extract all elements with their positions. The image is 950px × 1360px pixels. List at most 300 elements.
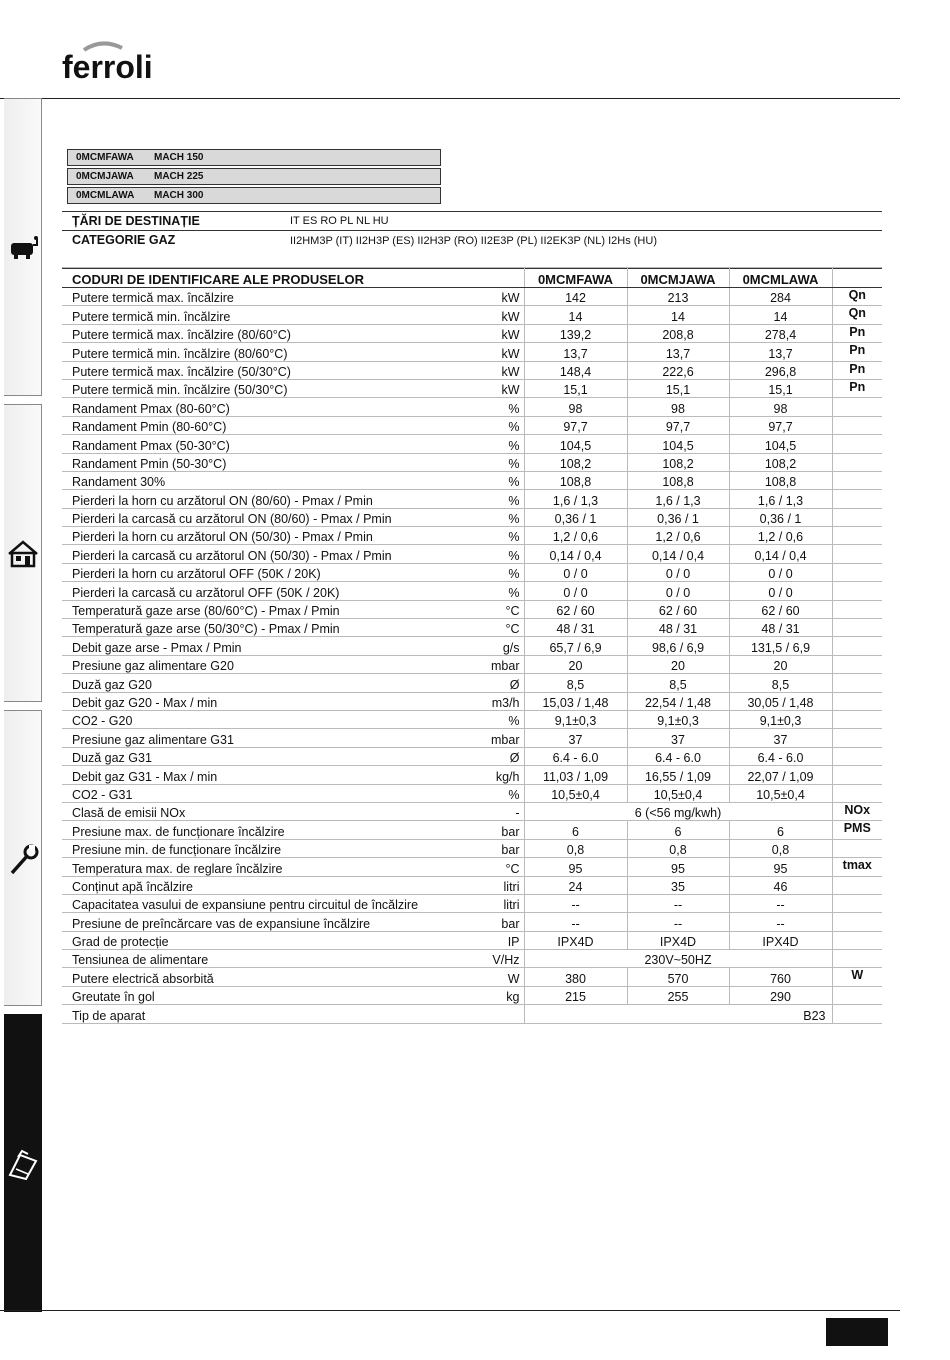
spec-label: Debit gaze arse - Pmax / Pmin: [62, 637, 462, 655]
spec-value-col2: 570: [627, 968, 729, 986]
spec-unit: %: [462, 784, 524, 802]
spec-symbol: Pn: [832, 324, 882, 342]
spec-value-col3: 15,1: [729, 379, 832, 397]
spec-row: [62, 655, 882, 673]
spec-unit: Ø: [462, 747, 524, 765]
spec-symbol: [832, 453, 882, 471]
spec-row: [62, 710, 882, 728]
spec-value-col1: 13,7: [524, 343, 627, 361]
spec-value-col1: 6: [524, 821, 627, 839]
spec-value-col1: 380: [524, 968, 627, 986]
spec-label: Putere termică min. încălzire (50/30°C): [62, 379, 462, 397]
spec-label: Putere termică max. încălzire: [62, 288, 462, 306]
spec-row: [62, 398, 882, 416]
spec-value-col3: 0 / 0: [729, 582, 832, 600]
spec-value-col1: 20: [524, 655, 627, 673]
model-name: MACH 300: [154, 190, 204, 201]
spec-label: Clasă de emisii NOx: [62, 802, 462, 820]
spec-value-col1: 65,7 / 6,9: [524, 637, 627, 655]
spec-value-col2: 0 / 0: [627, 582, 729, 600]
spec-value-col1: 8,5: [524, 674, 627, 692]
spec-unit: %: [462, 453, 524, 471]
spec-value-col1: 1,2 / 0,6: [524, 527, 627, 545]
spec-symbol: [832, 747, 882, 765]
spec-value-col2: 0,8: [627, 839, 729, 857]
spec-symbol: [832, 637, 882, 655]
spec-unit: °C: [462, 619, 524, 637]
spec-unit: [462, 1005, 524, 1023]
spec-label: Pierderi la carcasă cu arzătorul ON (80/60) - Pmax / Pmin: [62, 508, 462, 526]
gas-category-row: [62, 230, 882, 268]
spec-value-col1: 108,2: [524, 453, 627, 471]
spec-value-col1: 15,1: [524, 379, 627, 397]
spec-value-col2: 222,6: [627, 361, 729, 379]
spec-unit: mbar: [462, 655, 524, 673]
spec-unit: g/s: [462, 637, 524, 655]
spec-value-col2: IPX4D: [627, 931, 729, 949]
spec-value-col3: 97,7: [729, 416, 832, 434]
spec-symbol: [832, 619, 882, 637]
spec-symbol: PMS: [832, 821, 882, 839]
spec-unit: kg/h: [462, 766, 524, 784]
spec-value-col2: 15,1: [627, 379, 729, 397]
spec-label: Grad de protecție: [62, 931, 462, 949]
countries-label: ȚĂRI DE DESTINAȚIE: [72, 214, 200, 228]
spec-symbol: [832, 416, 882, 434]
spec-value-col3: 278,4: [729, 324, 832, 342]
spec-label: Tip de aparat: [62, 1005, 462, 1023]
spec-value-col3: 22,07 / 1,09: [729, 766, 832, 784]
spec-symbol: [832, 655, 882, 673]
spec-row: [62, 784, 882, 802]
spec-symbol: [832, 490, 882, 508]
sidebar-tab-specifications[interactable]: [4, 1014, 42, 1312]
spec-row: [62, 563, 882, 581]
spec-symbol: W: [832, 968, 882, 986]
spec-label: Greutate în gol: [62, 986, 462, 1004]
header-symbol: [832, 269, 882, 288]
spec-row: [62, 637, 882, 655]
spec-value-col3: 1,6 / 1,3: [729, 490, 832, 508]
spec-unit: W: [462, 968, 524, 986]
spec-row: [62, 527, 882, 545]
spec-row: [62, 471, 882, 489]
spec-value-col2: 108,2: [627, 453, 729, 471]
spec-row: [62, 950, 882, 968]
spec-row: [62, 913, 882, 931]
header-col3: 0MCMLAWA: [729, 269, 832, 288]
spec-row: [62, 435, 882, 453]
spec-value-col2: 98,6 / 6,9: [627, 637, 729, 655]
spec-value-col3: 13,7: [729, 343, 832, 361]
sidebar-tab-installation[interactable]: [4, 404, 42, 702]
spec-value-col3: 9,1±0,3: [729, 710, 832, 728]
spec-label: Debit gaz G20 - Max / min: [62, 692, 462, 710]
spec-value-col1: 15,03 / 1,48: [524, 692, 627, 710]
spec-table: [62, 268, 882, 1024]
spec-row: [62, 821, 882, 839]
clipboard-icon: [6, 1147, 40, 1181]
spec-unit: %: [462, 582, 524, 600]
model-list: [67, 149, 441, 206]
sidebar-tab-usage[interactable]: [4, 98, 42, 396]
spec-symbol: NOx: [832, 802, 882, 820]
spec-unit: bar: [462, 821, 524, 839]
spec-label: Randament Pmax (80-60°C): [62, 398, 462, 416]
spec-value-col2: 14: [627, 306, 729, 324]
spec-label: Conținut apă încălzire: [62, 876, 462, 894]
destination-countries-row: [62, 211, 882, 230]
spec-unit: IP: [462, 931, 524, 949]
spec-label: Duză gaz G31: [62, 747, 462, 765]
spec-symbol: [832, 398, 882, 416]
spec-value-col2: 10,5±0,4: [627, 784, 729, 802]
spec-label: Presiune gaz alimentare G31: [62, 729, 462, 747]
spec-symbol: [832, 729, 882, 747]
spec-value-col3: 1,2 / 0,6: [729, 527, 832, 545]
sidebar-tab-service[interactable]: [4, 710, 42, 1006]
spec-symbol: [832, 527, 882, 545]
spec-symbol: [832, 766, 882, 784]
spec-value-col2: 9,1±0,3: [627, 710, 729, 728]
spec-label: Presiune max. de funcționare încălzire: [62, 821, 462, 839]
spec-value-col3: 108,8: [729, 471, 832, 489]
spec-value-col2: 62 / 60: [627, 600, 729, 618]
spec-label: Temperatură gaze arse (50/30°C) - Pmax / Pmin: [62, 619, 462, 637]
spec-header-row: [62, 269, 882, 288]
spec-row: [62, 858, 882, 876]
spec-value-col1: 10,5±0,4: [524, 784, 627, 802]
spec-value-col1: 139,2: [524, 324, 627, 342]
spec-label: Presiune de preîncărcare vas de expansiune încălzire: [62, 913, 462, 931]
spec-value-col1: 14: [524, 306, 627, 324]
spec-symbol: Qn: [832, 306, 882, 324]
spec-value-col2: 20: [627, 655, 729, 673]
spec-row: [62, 802, 882, 820]
spec-value-col3: 0,8: [729, 839, 832, 857]
spec-value-col3: 48 / 31: [729, 619, 832, 637]
spec-row: [62, 619, 882, 637]
model-row: [67, 149, 441, 166]
spec-value-col2: 0,36 / 1: [627, 508, 729, 526]
spec-value-col1: 11,03 / 1,09: [524, 766, 627, 784]
spec-unit: kW: [462, 379, 524, 397]
spec-value-col3: 30,05 / 1,48: [729, 692, 832, 710]
header-label: CODURI DE IDENTIFICARE ALE PRODUSELOR: [62, 269, 462, 288]
spec-value-col1: 95: [524, 858, 627, 876]
spec-symbol: [832, 471, 882, 489]
spec-symbol: [832, 545, 882, 563]
spec-value-col3: 20: [729, 655, 832, 673]
gas-category-value: II2HM3P (IT) II2H3P (ES) II2H3P (RO) II2E3P (PL) II2EK3P (NL) I2Hs (HU): [290, 235, 657, 247]
spec-value-col2: 108,8: [627, 471, 729, 489]
spec-label: Temperatura max. de reglare încălzire: [62, 858, 462, 876]
spec-symbol: [832, 1005, 882, 1023]
header-col2: 0MCMJAWA: [627, 269, 729, 288]
spec-value-col2: 213: [627, 288, 729, 306]
spec-unit: °C: [462, 600, 524, 618]
spec-unit: %: [462, 710, 524, 728]
spec-label: CO2 - G31: [62, 784, 462, 802]
spec-symbol: [832, 894, 882, 912]
spec-value-col1: 62 / 60: [524, 600, 627, 618]
spec-label: Pierderi la carcasă cu arzătorul ON (50/30) - Pmax / Pmin: [62, 545, 462, 563]
spec-label: Presiune gaz alimentare G20: [62, 655, 462, 673]
spec-symbol: [832, 876, 882, 894]
spec-symbol: [832, 950, 882, 968]
spec-value-col2: 255: [627, 986, 729, 1004]
brand-text: ferroli: [62, 49, 153, 85]
spec-value-col1: 108,8: [524, 471, 627, 489]
spec-unit: mbar: [462, 729, 524, 747]
spec-unit: %: [462, 398, 524, 416]
destination-block: [62, 211, 882, 268]
spec-value-col2: --: [627, 894, 729, 912]
spec-symbol: [832, 986, 882, 1004]
spec-label: Debit gaz G31 - Max / min: [62, 766, 462, 784]
spec-row: [62, 1005, 882, 1023]
spec-value-col3: --: [729, 894, 832, 912]
spec-row: [62, 894, 882, 912]
spec-symbol: Pn: [832, 379, 882, 397]
spec-unit: %: [462, 563, 524, 581]
spec-unit: %: [462, 435, 524, 453]
spec-value-col2: 0,14 / 0,4: [627, 545, 729, 563]
spec-row: [62, 674, 882, 692]
spec-value-col2: --: [627, 913, 729, 931]
spec-value-col2: 48 / 31: [627, 619, 729, 637]
spec-value-col1: 37: [524, 729, 627, 747]
spec-row: [62, 361, 882, 379]
spec-value-col3: 14: [729, 306, 832, 324]
spec-value-col1: 9,1±0,3: [524, 710, 627, 728]
spec-value-col1: 0,8: [524, 839, 627, 857]
spec-row: [62, 931, 882, 949]
spec-unit: -: [462, 802, 524, 820]
spec-symbol: [832, 582, 882, 600]
spec-value-all: 230V~50HZ: [524, 950, 832, 968]
spec-symbol: [832, 692, 882, 710]
spec-label: Randament Pmax (50-30°C): [62, 435, 462, 453]
spec-row: [62, 416, 882, 434]
spec-value-col2: 104,5: [627, 435, 729, 453]
spec-unit: litri: [462, 876, 524, 894]
spec-value-col1: 24: [524, 876, 627, 894]
spec-value-col1: 1,6 / 1,3: [524, 490, 627, 508]
spec-label: Pierderi la horn cu arzătorul ON (80/60) - Pmax / Pmin: [62, 490, 462, 508]
spec-value-col2: 0 / 0: [627, 563, 729, 581]
spec-unit: bar: [462, 839, 524, 857]
spec-label: Randament Pmin (80-60°C): [62, 416, 462, 434]
spec-row: [62, 839, 882, 857]
spec-value-col2: 8,5: [627, 674, 729, 692]
spec-label: Pierderi la horn cu arzătorul ON (50/30) - Pmax / Pmin: [62, 527, 462, 545]
spec-row: [62, 747, 882, 765]
spec-row: [62, 986, 882, 1004]
page-number-box: [826, 1318, 888, 1346]
spec-symbol: Qn: [832, 288, 882, 306]
spec-unit: kW: [462, 343, 524, 361]
spec-value-col1: 6.4 - 6.0: [524, 747, 627, 765]
spec-label: Presiune min. de funcționare încălzire: [62, 839, 462, 857]
spec-value-col3: 6.4 - 6.0: [729, 747, 832, 765]
spec-label: Randament 30%: [62, 471, 462, 489]
spec-row: [62, 582, 882, 600]
spec-value-col2: 13,7: [627, 343, 729, 361]
spec-value-col2: 1,6 / 1,3: [627, 490, 729, 508]
spec-label: Pierderi la horn cu arzătorul OFF (50K / 20K): [62, 563, 462, 581]
spec-symbol: Pn: [832, 361, 882, 379]
spec-value-col1: 0,14 / 0,4: [524, 545, 627, 563]
spec-symbol: [832, 674, 882, 692]
model-row: [67, 187, 441, 204]
spec-value-col1: --: [524, 894, 627, 912]
model-code: 0MCMJAWA: [76, 171, 134, 182]
model-name: MACH 225: [154, 171, 204, 182]
spec-value-col3: 131,5 / 6,9: [729, 637, 832, 655]
spec-row: [62, 766, 882, 784]
spec-label: Temperatură gaze arse (80/60°C) - Pmax / Pmin: [62, 600, 462, 618]
spec-value-col3: 0,14 / 0,4: [729, 545, 832, 563]
spec-unit: bar: [462, 913, 524, 931]
spec-value-col2: 95: [627, 858, 729, 876]
spec-row: [62, 379, 882, 397]
spec-value-col3: 296,8: [729, 361, 832, 379]
spec-value-col2: 35: [627, 876, 729, 894]
spec-value-col1: 104,5: [524, 435, 627, 453]
footer-rule: [0, 1310, 900, 1311]
wrench-icon: [6, 843, 40, 877]
spec-value-col2: 6: [627, 821, 729, 839]
spec-label: Putere termică min. încălzire (80/60°C): [62, 343, 462, 361]
spec-row: [62, 490, 882, 508]
spec-label: Tensiunea de alimentare: [62, 950, 462, 968]
ferroli-logo: [62, 40, 154, 91]
spec-unit: m3/h: [462, 692, 524, 710]
ferroli-logo-mark: [62, 40, 154, 86]
header-rule: [0, 98, 900, 99]
spec-unit: kW: [462, 361, 524, 379]
spec-symbol: [832, 784, 882, 802]
spec-value-col3: 284: [729, 288, 832, 306]
spec-value-col3: 108,2: [729, 453, 832, 471]
spec-symbol: tmax: [832, 858, 882, 876]
spec-value-col1: --: [524, 913, 627, 931]
spec-row: [62, 453, 882, 471]
spec-value-col2: 98: [627, 398, 729, 416]
spec-label: CO2 - G20: [62, 710, 462, 728]
spec-unit: kW: [462, 324, 524, 342]
spec-unit: °C: [462, 858, 524, 876]
house-icon: [6, 537, 40, 571]
spec-row: [62, 545, 882, 563]
spec-value-all: 6 (<56 mg/kwh): [524, 802, 832, 820]
spec-value-col2: 97,7: [627, 416, 729, 434]
spec-label: Randament Pmin (50-30°C): [62, 453, 462, 471]
spec-value-col3: 0 / 0: [729, 563, 832, 581]
spec-label: Putere electrică absorbită: [62, 968, 462, 986]
spec-row: [62, 306, 882, 324]
spec-row: [62, 729, 882, 747]
spec-row: [62, 324, 882, 342]
spec-value-col3: 104,5: [729, 435, 832, 453]
spec-value-col3: 37: [729, 729, 832, 747]
spec-symbol: [832, 435, 882, 453]
spec-value-col1: 0 / 0: [524, 563, 627, 581]
spec-unit: %: [462, 508, 524, 526]
countries-value: IT ES RO PL NL HU: [290, 215, 389, 227]
header-col1: 0MCMFAWA: [524, 269, 627, 288]
model-row: [67, 168, 441, 185]
spec-value-col2: 1,2 / 0,6: [627, 527, 729, 545]
spec-label: Putere termică min. încălzire: [62, 306, 462, 324]
section-sidebar: [4, 98, 42, 1312]
spec-value-col1: 98: [524, 398, 627, 416]
spec-unit: %: [462, 527, 524, 545]
spec-value-col1: 97,7: [524, 416, 627, 434]
spec-value-col3: 46: [729, 876, 832, 894]
spec-value-col3: --: [729, 913, 832, 931]
spec-value-col3: 10,5±0,4: [729, 784, 832, 802]
spec-label: Capacitatea vasului de expansiune pentru circuitul de încălzire: [62, 894, 462, 912]
spec-value-col3: 98: [729, 398, 832, 416]
spec-row: [62, 692, 882, 710]
spec-value-col2: 208,8: [627, 324, 729, 342]
spec-value-col2: 6.4 - 6.0: [627, 747, 729, 765]
spec-value-col1: 0 / 0: [524, 582, 627, 600]
spec-label: Putere termică max. încălzire (80/60°C): [62, 324, 462, 342]
spec-value-col2: 16,55 / 1,09: [627, 766, 729, 784]
spec-value-col2: 37: [627, 729, 729, 747]
spec-symbol: [832, 710, 882, 728]
spec-label: Putere termică max. încălzire (50/30°C): [62, 361, 462, 379]
gas-category-label: CATEGORIE GAZ: [72, 233, 176, 247]
header-unit: [462, 269, 524, 288]
spec-row: [62, 508, 882, 526]
spec-value-col3: IPX4D: [729, 931, 832, 949]
spec-unit: litri: [462, 894, 524, 912]
spec-value-col1: 215: [524, 986, 627, 1004]
spec-unit: kW: [462, 288, 524, 306]
spec-value-col3: 95: [729, 858, 832, 876]
spec-unit: V/Hz: [462, 950, 524, 968]
spec-value-col1: 48 / 31: [524, 619, 627, 637]
spec-symbol: Pn: [832, 343, 882, 361]
spec-unit: Ø: [462, 674, 524, 692]
spec-row: [62, 288, 882, 306]
spec-value-col3: 6: [729, 821, 832, 839]
spec-value-col3: 8,5: [729, 674, 832, 692]
spec-row: [62, 600, 882, 618]
spec-value-col3: 62 / 60: [729, 600, 832, 618]
spec-value-col1: 148,4: [524, 361, 627, 379]
spec-value-col1: 0,36 / 1: [524, 508, 627, 526]
spec-value-col3: 760: [729, 968, 832, 986]
spec-unit: kW: [462, 306, 524, 324]
spec-symbol: [832, 600, 882, 618]
spec-unit: %: [462, 545, 524, 563]
spec-unit: %: [462, 471, 524, 489]
spec-symbol: [832, 913, 882, 931]
spec-symbol: [832, 931, 882, 949]
spec-row: [62, 876, 882, 894]
spec-label: Duză gaz G20: [62, 674, 462, 692]
spec-value-all: B23: [524, 1005, 832, 1023]
spec-unit: %: [462, 416, 524, 434]
spec-symbol: [832, 839, 882, 857]
spec-unit: %: [462, 490, 524, 508]
spec-value-col1: IPX4D: [524, 931, 627, 949]
